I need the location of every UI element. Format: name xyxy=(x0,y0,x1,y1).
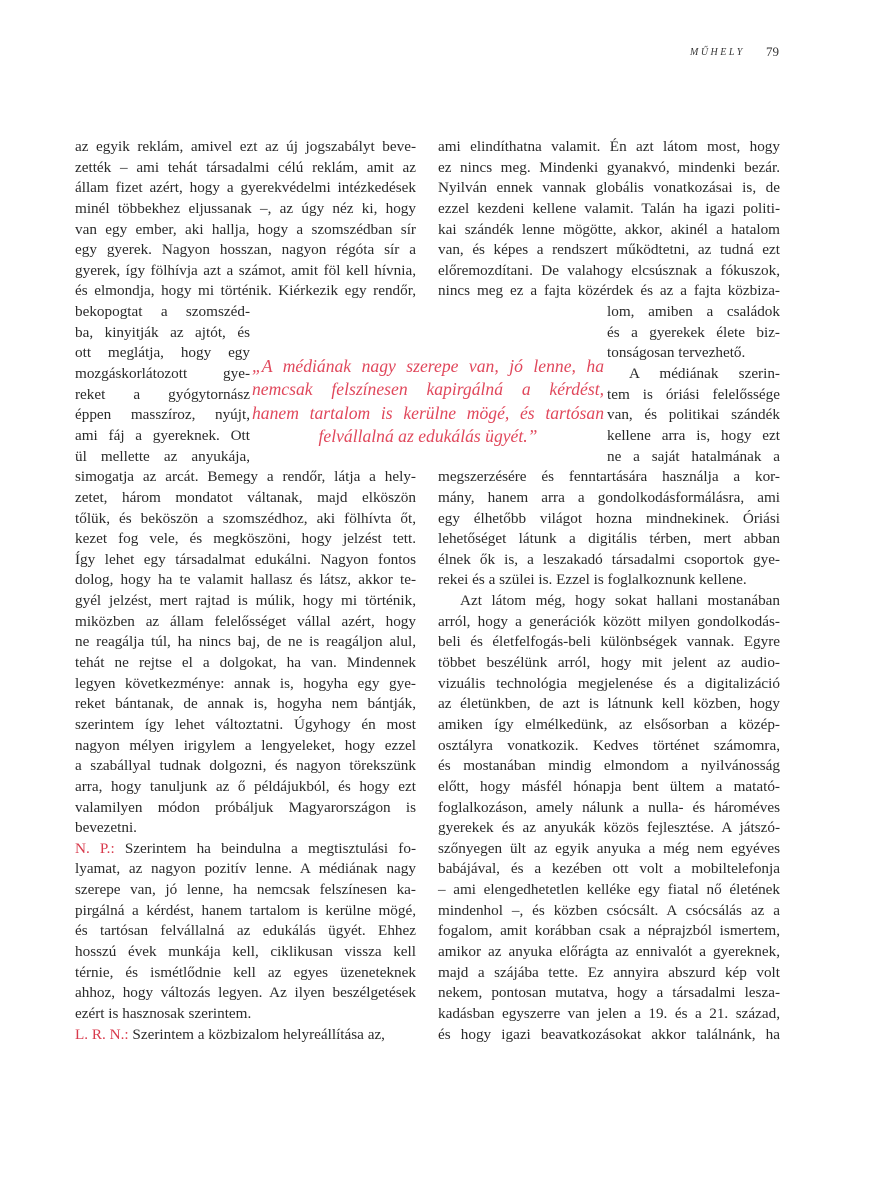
text-line: és hogy igazi beavatkozásokat akkor találnánk, ha xyxy=(438,1025,780,1043)
text-line: van egy ember, aki hallja, hogy a szomszédban sír xyxy=(75,220,416,238)
text-line: állam fizet azért, hogy a gyerekvédelmi intézkedések xyxy=(75,179,416,197)
right-bottom-lines xyxy=(438,467,780,591)
text-line: Így lehet egy társadalmat edukálni. Nagyon fontos xyxy=(75,550,416,568)
text-line: gyerekek és az anyukák közös fejlesztése. A játszó- xyxy=(438,819,780,837)
running-head xyxy=(660,44,800,64)
text-line: minél többekhez eljussanak –, az úgy néz ki, hogy xyxy=(75,199,416,217)
text-line: ba, kinyitják az ajtót, és xyxy=(75,323,250,341)
text-line: babájával, és a kezében ott volt a mobiltelefonja xyxy=(438,860,780,878)
page-number: 79 xyxy=(766,44,779,59)
text-line: zették – ami tehát társadalmi célú reklám, amit az xyxy=(75,158,416,176)
text-line: tonságosan tervezhető. xyxy=(607,344,746,362)
text-line: mindenhol –, és közben csócsált. A csócsálás az a xyxy=(438,901,780,919)
left-bottom-lines xyxy=(75,467,416,839)
text-line: és elmondja, hogy mi történik. Kiérkezik egy rendőr, xyxy=(75,282,416,300)
text-line: – ami elengedhetetlen kelléke egy fiatal nő életének xyxy=(438,881,780,899)
text-line: térnie, és ismétlődnie kell az egyes üzeneteknek xyxy=(75,963,416,981)
text-line: nincs meg ez a fajta közérdek és az a fajta közbiza- xyxy=(438,282,780,300)
text-line: szerepe van, jó lenne, ha nemcsak felszínesen ka- xyxy=(75,881,416,899)
text-line: ahhoz, hogy változás legyen. Az ilyen beszélgetések xyxy=(75,984,416,1002)
text-line: van, és képes a rendszert működtetni, az tudná ezt xyxy=(438,241,780,259)
text-line: rekei és a szülei is. Ezzel is foglalkoznunk kellene. xyxy=(438,571,747,589)
text-line: ott meglátja, hogy egy xyxy=(75,344,250,362)
text-line: arra, hogy tanuljunk az ő példájukból, és hogy ezt xyxy=(75,777,416,795)
np-paragraph-lines xyxy=(75,859,416,1024)
text-line: kezet fog vele, és megköszöni, hogy jelzést tett. xyxy=(75,530,416,548)
left-narrow-lines xyxy=(75,302,250,467)
text-line: nagyon mélyen irigylem a lengyeleket, hogy ezzel xyxy=(75,736,416,754)
text-line: arról, hogy a generációk között milyen gondolkodás- xyxy=(438,612,780,630)
text-line: legyen következménye: annak is, hogyha egy gye- xyxy=(75,674,416,692)
text-line: ne reagálja túl, ha nincs baj, de ne is reagáljon alul, xyxy=(75,633,416,651)
pull-quote-line: nemcsak felszínesen kapirgálná a kérdést, xyxy=(252,379,604,400)
text-line: előremozdítani. De valahogy elcsúsznak a fókuszok, xyxy=(438,261,780,279)
text-line: élnek ők is, a leszakadó társadalmi csoportok gye- xyxy=(438,550,780,568)
text-line: beli és életfelfogás-beli különbségek vannak. Egyre xyxy=(438,633,780,651)
text-line: valamilyen módon próbáljuk Magyarországon is xyxy=(75,798,416,816)
right-narrow-lines xyxy=(607,302,780,364)
text-line: ami fáj a gyereknek. Ott xyxy=(75,426,250,444)
text-line: többet beszélünk arról, hogy mit jelent az audio- xyxy=(438,654,780,672)
text-line: és mostanában mindig elmondom a nyilvánosság xyxy=(438,757,780,775)
text-line: gyél jelzést, mert rajtad is múlik, hogy mi történik, xyxy=(75,592,416,610)
text-line: ül mellette az anyukája, xyxy=(75,447,250,465)
text-line: osztályra vonatkozik. Kedves történet számomra, xyxy=(438,736,780,754)
text-line: gyerek, így fölhívja azt a számot, amit föl kell hívnia, xyxy=(75,261,416,279)
text-line: kai szándék lenne mögötte, akkor, akinél a hatalom xyxy=(438,220,780,238)
text-line: amiken így elmélkedünk, az elsősorban a közép- xyxy=(438,715,780,733)
text-line: mány, hanem arra a gondolkodásformálásra, ami xyxy=(438,488,780,506)
text-line: nekem, pontosan mutatva, hogy a társadalmi lesza- xyxy=(438,984,780,1002)
lrn-paragraph-first-line: L. R. N.: Szerintem a közbizalom helyreállítása az, xyxy=(75,1025,385,1043)
speaker-np: N. P.: xyxy=(75,839,115,857)
text-line: a szabállyal tudnak dolgozni, és nagyon törekszünk xyxy=(75,757,416,775)
text-line: zetet, három mondatot váltanak, majd elköszön xyxy=(75,488,416,506)
text-line: az egyik reklám, amivel ezt az új jogszabályt beve- xyxy=(75,138,416,155)
text-line: ez nincs meg. Mindenki gyanakvó, mindenki bezár. xyxy=(438,158,780,176)
text-line: és tartósan felvállalná az edukálás ügyét. Ehhez xyxy=(75,922,416,940)
text-line: lom, amiben a családok xyxy=(607,303,780,321)
text-line: hosszú évek munkája kell, ciklikusan vissza kell xyxy=(75,942,416,960)
text-line: szerintem így lehet változtatni. Úgyhogy én most xyxy=(75,715,416,733)
text-line: amikor az anyuka előrágta az ennivalót a gyereknek, xyxy=(438,942,780,960)
text-line: fogalom, amit korábban csak a néprajzból ismertem, xyxy=(438,922,780,940)
text-line: Azt látom még, hogy sokat hallani mostanában xyxy=(460,592,780,610)
text-line: megszerzésére és fenntartására használja a kor- xyxy=(438,468,780,486)
right-top-lines xyxy=(438,137,780,302)
right-narrow-para2 xyxy=(607,364,780,467)
text-line: ami elindíthatna valamit. Én azt látom most, hogy xyxy=(438,138,780,155)
text-line: egy élhetőbb világot hozna mindnekinek. Óriási xyxy=(438,509,780,527)
text-line: ezért is hasznosak szerintem. xyxy=(75,1004,252,1022)
text-line: reket bántanak, de annak is, hogyha nem bántják, xyxy=(75,695,416,713)
text-line: miközben az állam felelősséget vállal azért, hogy xyxy=(75,612,416,630)
text-line: lyamat, az nagyon pozitív lenne. A médiának nagy xyxy=(75,860,416,878)
text-line: tem is óriási felelőssége xyxy=(607,385,780,403)
right-para3 xyxy=(438,591,780,1045)
text-line: Nyilván ennek vannak globális vonatkozásai is, de xyxy=(438,179,780,197)
text-line: van, és politikai szándék xyxy=(607,406,780,424)
pull-quote-line: hanem tartalom is kerülne mögé, és tartósan xyxy=(252,402,604,423)
left-column xyxy=(75,137,416,1045)
text-line: bekopogtat a szomszéd- xyxy=(75,303,250,321)
text-line: az életünkben, de azt is látnunk kell közben, hogy xyxy=(438,695,780,713)
text-line: és a gyerekek élete biz- xyxy=(607,323,780,341)
text-line: éppen masszíroz, nyújt, xyxy=(75,406,250,424)
text-line: előtt, hogy másfél hónapja bent ültem a matató- xyxy=(438,777,780,795)
text-line: pirgálná a kérdést, hanem tartalom is kerülne mögé, xyxy=(75,901,416,919)
pull-quote-line: felvállalná az edukálás ügyét.” xyxy=(318,425,538,446)
text-line: majd a szájába tette. Ez annyira abszurd kép volt xyxy=(438,963,780,981)
text-line: tőlük, és beköszön a szomszédhoz, aki fölhívta őt, xyxy=(75,509,416,527)
pull-quote-line: „A médiának nagy szerepe van, jó lenne, ha xyxy=(252,356,604,376)
text-line: egy gyerek. Nagyon hosszan, nagyon régóta sír a xyxy=(75,241,416,259)
left-top-lines xyxy=(75,137,416,302)
text-line: ne a saját hatalmának a xyxy=(607,447,780,465)
text-line: A médiának szerin- xyxy=(629,365,780,383)
text-line: mozgáskorlátozott gye- xyxy=(75,365,250,383)
np-paragraph-first-line: N. P.: Szerintem ha beindulna a megtisztulási fo- xyxy=(75,839,417,857)
text-line: ezzel kezdeni kellene valamit. Talán ha igazi politi- xyxy=(438,199,780,217)
text-line: dolog, hogy ha te valamit hallasz és látsz, akkor te- xyxy=(75,571,416,589)
text-line: kellene arra is, hogy ezt xyxy=(607,426,780,444)
text-line: reket a gyógytornász xyxy=(75,385,250,403)
text-line: foglalkozáson, amely nálunk a nulla- és hároméves xyxy=(438,798,780,816)
right-column xyxy=(438,137,780,1045)
speaker-lrn: L. R. N.: xyxy=(75,1025,129,1043)
text-line: lehetőséget látunk a digitális térben, mert abban xyxy=(438,530,780,548)
text-line: tehát ne rejtse el a dolgokat, ha van. Mindennek xyxy=(75,654,416,672)
section-title: MŰHELY xyxy=(690,47,745,58)
text-line: bevezetni. xyxy=(75,819,137,837)
text-line: szőnyegen ült az egyik anyuka a még nem egyéves xyxy=(438,839,780,857)
text-line: vizuális technológia megjelenése és a digitalizáció xyxy=(438,674,780,692)
text-line: simogatja az arcát. Bemegy a rendőr, látja a hely- xyxy=(75,468,416,486)
text-line: kadásban egyszerre van jelen a 19. és a 21. század, xyxy=(438,1004,780,1022)
